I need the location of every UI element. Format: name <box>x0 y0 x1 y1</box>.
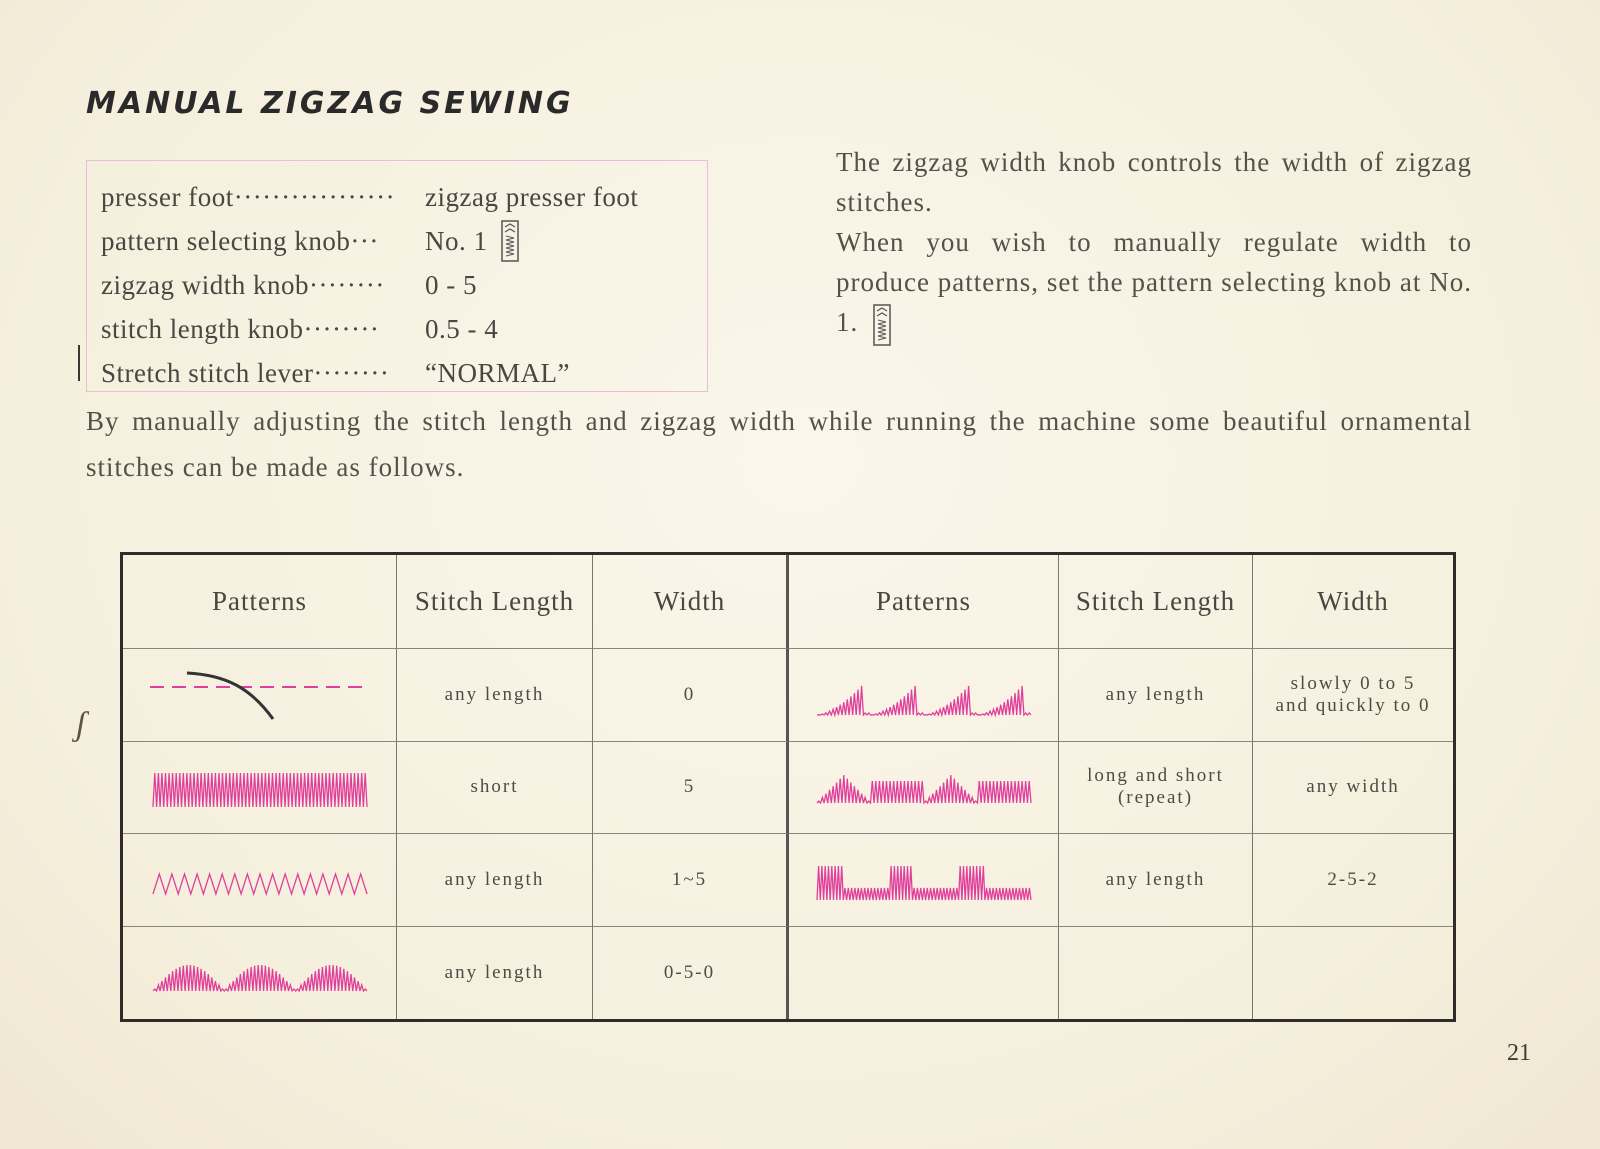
satin-zigzag-icon <box>145 757 375 817</box>
stitch-length-cell: any length <box>1059 649 1253 742</box>
revision-bar <box>78 345 80 381</box>
pattern-cell-empty <box>789 927 1059 1020</box>
width-cell: any width <box>1253 742 1453 835</box>
setting-row <box>101 307 707 351</box>
setting-label: zigzag width knob········ <box>101 270 385 300</box>
triangle-satin-icon <box>809 757 1039 817</box>
width-cell: 0 <box>593 649 789 742</box>
setting-label: presser foot················· <box>101 182 396 212</box>
pattern-cell <box>789 834 1059 927</box>
width-cell: 0-5-0 <box>593 927 789 1020</box>
open-zigzag-icon <box>145 850 375 910</box>
setting-value: zigzag presser foot <box>425 182 639 212</box>
setting-value: 0 - 5 <box>425 270 477 300</box>
table-header: Width <box>593 555 789 649</box>
diamond-satin-icon <box>145 943 375 1003</box>
pencil-mark: ʃ <box>76 706 86 743</box>
pattern-cell <box>123 834 397 927</box>
stitch-pattern-table <box>120 552 1456 1022</box>
setting-value: No. 1 <box>425 226 488 256</box>
table-header: Stitch Length <box>1059 555 1253 649</box>
setting-label: stitch length knob········ <box>101 314 380 344</box>
setting-label: pattern selecting knob··· <box>101 226 379 256</box>
intro-paragraph: By manually adjusting the stitch length and zigzag width while running the machine some beautiful ornamental stitches can be made as follows. <box>86 406 1472 482</box>
width-cell: 5 <box>593 742 789 835</box>
setting-value: “NORMAL” <box>425 358 570 388</box>
stitch-pattern-icon <box>872 303 892 347</box>
settings-box <box>86 160 708 392</box>
wave-zigzag-icon <box>809 665 1039 725</box>
page-number: 21 <box>1507 1040 1531 1066</box>
setting-row <box>101 175 707 219</box>
setting-row <box>101 351 707 395</box>
stitch-length-cell: any length <box>397 649 593 742</box>
stitch-length-cell: any length <box>397 834 593 927</box>
width-cell: 2-5-2 <box>1253 834 1453 927</box>
description-paragraph-2: When you wish to manually regulate width to produce patterns, set the pattern selecting knob at No. 1. <box>836 227 1472 337</box>
table-header: Patterns <box>789 555 1059 649</box>
pattern-cell <box>123 742 397 835</box>
setting-value: 0.5 - 4 <box>425 314 499 344</box>
stitch-pattern-icon <box>500 219 520 263</box>
width-cell: slowly 0 to 5 and quickly to 0 <box>1253 649 1453 742</box>
setting-row <box>101 263 707 307</box>
pattern-cell <box>789 649 1059 742</box>
pattern-cell <box>123 649 397 742</box>
stitch-length-cell: short <box>397 742 593 835</box>
stitch-length-cell: long and short (repeat) <box>1059 742 1253 835</box>
setting-label: Stretch stitch lever········ <box>101 358 390 388</box>
table-header: Stitch Length <box>397 555 593 649</box>
stitch-length-cell: any length <box>397 927 593 1020</box>
setting-row <box>101 219 707 263</box>
pattern-cell <box>789 742 1059 835</box>
page-title: MANUAL ZIGZAG SEWING <box>86 86 574 121</box>
table-header: Patterns <box>123 555 397 649</box>
description-paragraph-1: The zigzag width knob controls the width of zigzag stitches. <box>836 147 1472 217</box>
width-knob-description <box>836 142 1472 347</box>
stitch-length-cell: any length <box>1059 834 1253 927</box>
block-satin-icon <box>809 850 1039 910</box>
straight-stitch-icon <box>145 665 375 725</box>
pattern-cell <box>123 927 397 1020</box>
table-header: Width <box>1253 555 1453 649</box>
stitch-length-cell-empty <box>1059 927 1253 1020</box>
width-cell: 1~5 <box>593 834 789 927</box>
width-cell-empty <box>1253 927 1453 1020</box>
